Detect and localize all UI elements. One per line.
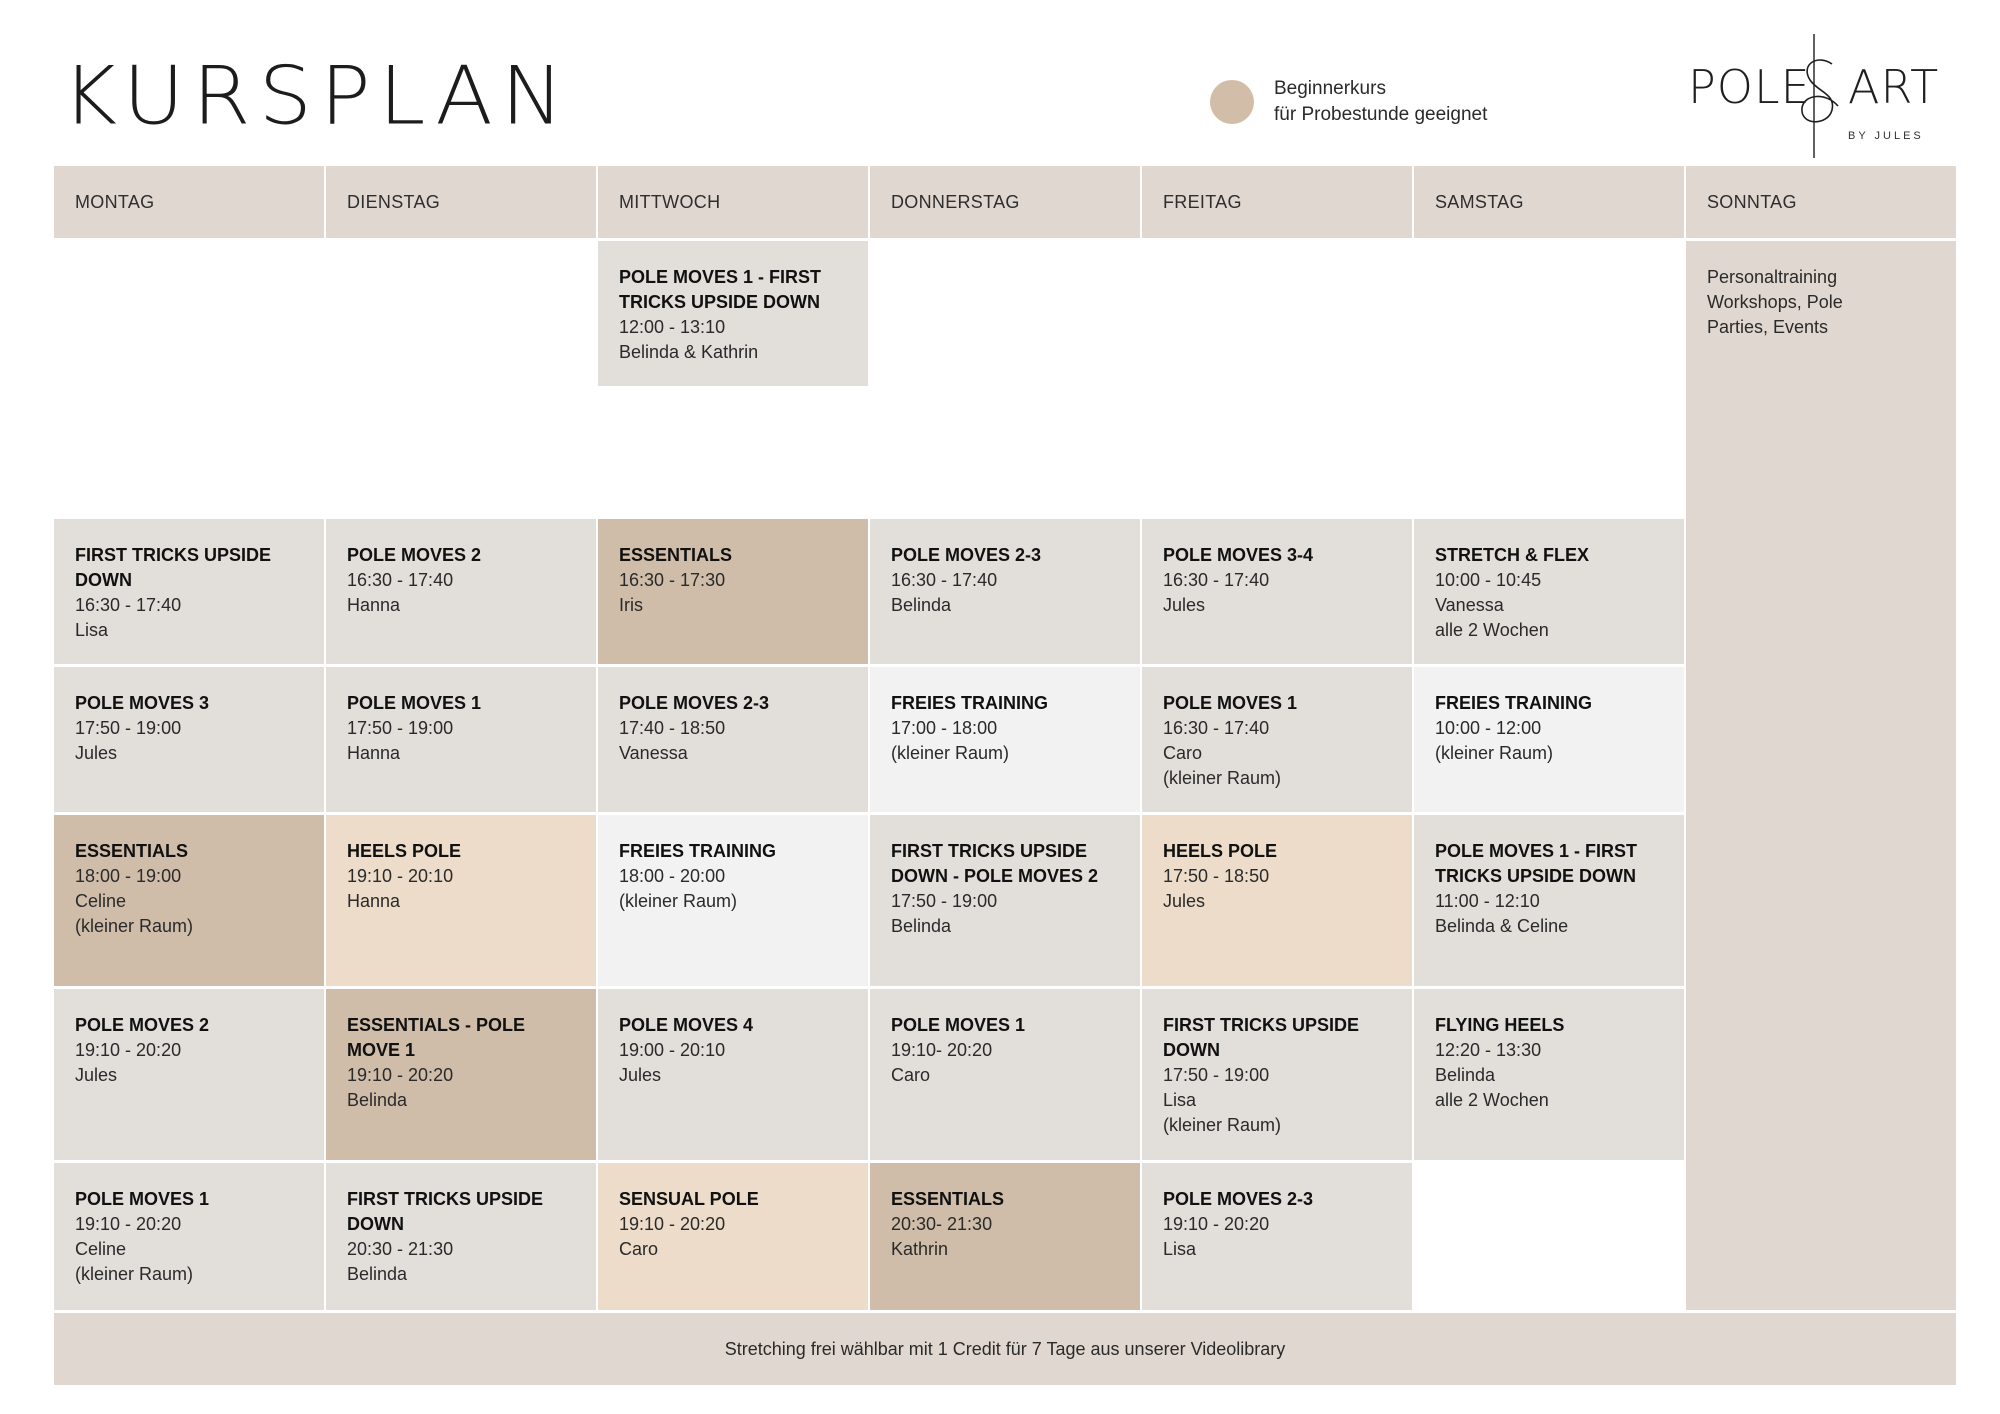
class-detail: alle 2 Wochen [1435, 1090, 1549, 1110]
class-title: FIRST TRICKS UPSIDE DOWN - POLE MOVES 2 [891, 841, 1099, 886]
class-time: 19:10 - 20:20 [347, 1065, 454, 1085]
class-detail: Hanna [347, 891, 401, 911]
legend-label-line1: Beginnerkurs [1274, 78, 1386, 99]
class-title: HEELS POLE [347, 841, 462, 861]
footer-note: Stretching frei wählbar mit 1 Credit für 7 Tage aus unserer Videolibrary [54, 1313, 1956, 1385]
class-detail: Belinda [891, 595, 952, 615]
class-detail: (kleiner Raum) [1163, 768, 1282, 788]
logo [1688, 34, 1952, 158]
class-time: 17:50 - 19:00 [347, 718, 454, 738]
class-detail: Jules [619, 1065, 662, 1085]
class-time: 12:20 - 13:30 [1435, 1040, 1542, 1060]
class-time: 16:30 - 17:40 [347, 570, 454, 590]
class-detail: Lisa [75, 620, 109, 640]
class-cell [598, 815, 868, 986]
class-title: POLE MOVES 1 [1163, 693, 1298, 713]
class-time: 10:00 - 10:45 [1435, 570, 1542, 590]
day-header-montag: MONTAG [54, 166, 324, 238]
class-time: 19:10 - 20:20 [75, 1040, 182, 1060]
class-detail: Lisa [1163, 1090, 1197, 1110]
class-title: POLE MOVES 1 - FIRST TRICKS UPSIDE DOWN [619, 267, 822, 312]
class-cell [1142, 815, 1412, 986]
logo-subtitle: BY JULES [1848, 130, 1924, 142]
class-time: 16:30 - 17:40 [75, 595, 182, 615]
class-title: POLE MOVES 1 [347, 693, 482, 713]
class-detail: Lisa [1163, 1239, 1197, 1259]
class-title: STRETCH & FLEX [1435, 545, 1590, 565]
class-cell [326, 519, 596, 664]
class-time: 18:00 - 19:00 [75, 866, 182, 886]
class-cell [598, 241, 868, 386]
class-detail: Caro [619, 1239, 659, 1259]
class-detail: (kleiner Raum) [1435, 743, 1554, 763]
class-cell [326, 989, 596, 1160]
class-detail: Jules [1163, 595, 1206, 615]
ampersand-icon [1792, 34, 1852, 158]
class-cell [326, 1163, 596, 1310]
class-cell [1142, 667, 1412, 812]
class-detail: Hanna [347, 743, 401, 763]
class-detail: Jules [75, 743, 118, 763]
class-title: ESSENTIALS [75, 841, 189, 861]
class-detail: Jules [75, 1065, 118, 1085]
class-detail: Vanessa [1435, 595, 1504, 615]
class-detail: Belinda [1435, 1065, 1496, 1085]
class-detail: Kathrin [891, 1239, 949, 1259]
class-cell [598, 989, 868, 1160]
day-header-samstag: SAMSTAG [1414, 166, 1684, 238]
class-time: 20:30 - 21:30 [347, 1239, 454, 1259]
class-title: POLE MOVES 2-3 [619, 693, 770, 713]
class-title: POLE MOVES 2 [75, 1015, 210, 1035]
class-time: 16:30 - 17:40 [1163, 718, 1270, 738]
class-title: FIRST TRICKS UPSIDE DOWN [347, 1189, 544, 1234]
class-time: 12:00 - 13:10 [619, 317, 726, 337]
class-time: 17:50 - 19:00 [1163, 1065, 1270, 1085]
class-title: POLE MOVES 1 [75, 1189, 210, 1209]
class-title: ESSENTIALS - POLE MOVE 1 [347, 1015, 526, 1060]
class-cell [1414, 519, 1684, 664]
class-time: 19:10 - 20:20 [1163, 1214, 1270, 1234]
class-time: 18:00 - 20:00 [619, 866, 726, 886]
legend-dot [1210, 80, 1254, 124]
class-title: HEELS POLE [1163, 841, 1278, 861]
class-cell [326, 667, 596, 812]
class-title: POLE MOVES 1 - FIRST TRICKS UPSIDE DOWN [1435, 841, 1638, 886]
class-detail: Belinda [347, 1090, 408, 1110]
class-cell [870, 519, 1140, 664]
class-detail: Vanessa [619, 743, 688, 763]
class-cell [870, 815, 1140, 986]
class-title: POLE MOVES 3 [75, 693, 210, 713]
class-detail: Caro [891, 1065, 931, 1085]
sunday-note: Personaltraining Workshops, Pole Parties, Events [1707, 267, 1843, 337]
class-detail: (kleiner Raum) [619, 891, 738, 911]
class-time: 19:10- 20:20 [891, 1040, 993, 1060]
day-header-mittwoch: MITTWOCH [598, 166, 868, 238]
class-detail: Caro [1163, 743, 1203, 763]
class-detail: Belinda [347, 1264, 408, 1284]
class-detail: Celine [75, 1239, 127, 1259]
class-title: FREIES TRAINING [619, 841, 777, 861]
class-title: SENSUAL POLE [619, 1189, 759, 1209]
class-detail: Belinda & Kathrin [619, 342, 759, 362]
class-detail: (kleiner Raum) [75, 1264, 194, 1284]
class-cell [1414, 667, 1684, 812]
class-detail: Hanna [347, 595, 401, 615]
class-time: 16:30 - 17:40 [1163, 570, 1270, 590]
day-header-donnerstag: DONNERSTAG [870, 166, 1140, 238]
class-cell [54, 667, 324, 812]
legend-label-line2: für Probestunde geeignet [1274, 104, 1488, 125]
class-time: 16:30 - 17:30 [619, 570, 726, 590]
class-title: FREIES TRAINING [1435, 693, 1593, 713]
sunday-note-cell [1686, 241, 1956, 1310]
class-title: FLYING HEELS [1435, 1015, 1565, 1035]
class-detail: (kleiner Raum) [75, 916, 194, 936]
class-time: 17:50 - 19:00 [75, 718, 182, 738]
class-title: FREIES TRAINING [891, 693, 1049, 713]
class-cell [1142, 989, 1412, 1160]
logo-text-left: POLE [1688, 60, 1811, 114]
class-time: 10:00 - 12:00 [1435, 718, 1542, 738]
class-cell [870, 989, 1140, 1160]
class-cell [54, 989, 324, 1160]
class-time: 17:50 - 18:50 [1163, 866, 1270, 886]
class-time: 19:00 - 20:10 [619, 1040, 726, 1060]
class-time: 19:10 - 20:20 [619, 1214, 726, 1234]
class-detail: alle 2 Wochen [1435, 620, 1549, 640]
class-cell [1414, 815, 1684, 986]
day-header-dienstag: DIENSTAG [326, 166, 596, 238]
class-title: POLE MOVES 3-4 [1163, 545, 1314, 565]
legend-text [1274, 76, 1487, 128]
class-time: 16:30 - 17:40 [891, 570, 998, 590]
class-detail: (kleiner Raum) [891, 743, 1010, 763]
class-cell [598, 667, 868, 812]
page-title: KURSPLAN [62, 49, 572, 143]
class-title: POLE MOVES 2 [347, 545, 482, 565]
class-cell [326, 815, 596, 986]
logo-text-right: ART [1848, 60, 1940, 114]
class-time: 20:30- 21:30 [891, 1214, 993, 1234]
class-time: 17:00 - 18:00 [891, 718, 998, 738]
class-detail: Belinda & Celine [1435, 916, 1569, 936]
class-detail: Iris [619, 595, 643, 615]
class-title: FIRST TRICKS UPSIDE DOWN [1163, 1015, 1360, 1060]
class-title: FIRST TRICKS UPSIDE DOWN [75, 545, 272, 590]
class-cell [1142, 1163, 1412, 1310]
class-time: 19:10 - 20:10 [347, 866, 454, 886]
class-title: ESSENTIALS [891, 1189, 1005, 1209]
class-cell [54, 1163, 324, 1310]
class-title: POLE MOVES 4 [619, 1015, 754, 1035]
class-title: ESSENTIALS [619, 545, 733, 565]
class-time: 17:50 - 19:00 [891, 891, 998, 911]
class-title: POLE MOVES 1 [891, 1015, 1026, 1035]
class-title: POLE MOVES 2-3 [1163, 1189, 1314, 1209]
day-header-freitag: FREITAG [1142, 166, 1412, 238]
class-detail: Celine [75, 891, 127, 911]
class-time: 11:00 - 12:10 [1435, 891, 1540, 911]
class-title: POLE MOVES 2-3 [891, 545, 1042, 565]
class-cell [598, 519, 868, 664]
class-cell [598, 1163, 868, 1310]
class-detail: (kleiner Raum) [1163, 1115, 1282, 1135]
class-detail: Belinda [891, 916, 952, 936]
day-header-sonntag: SONNTAG [1686, 166, 1956, 238]
class-time: 19:10 - 20:20 [75, 1214, 182, 1234]
class-cell [1142, 519, 1412, 664]
class-cell [54, 519, 324, 664]
class-cell [870, 1163, 1140, 1310]
class-detail: Jules [1163, 891, 1206, 911]
class-cell [54, 815, 324, 986]
class-time: 17:40 - 18:50 [619, 718, 726, 738]
legend [1210, 76, 1487, 128]
class-cell [870, 667, 1140, 812]
class-cell [1414, 989, 1684, 1160]
